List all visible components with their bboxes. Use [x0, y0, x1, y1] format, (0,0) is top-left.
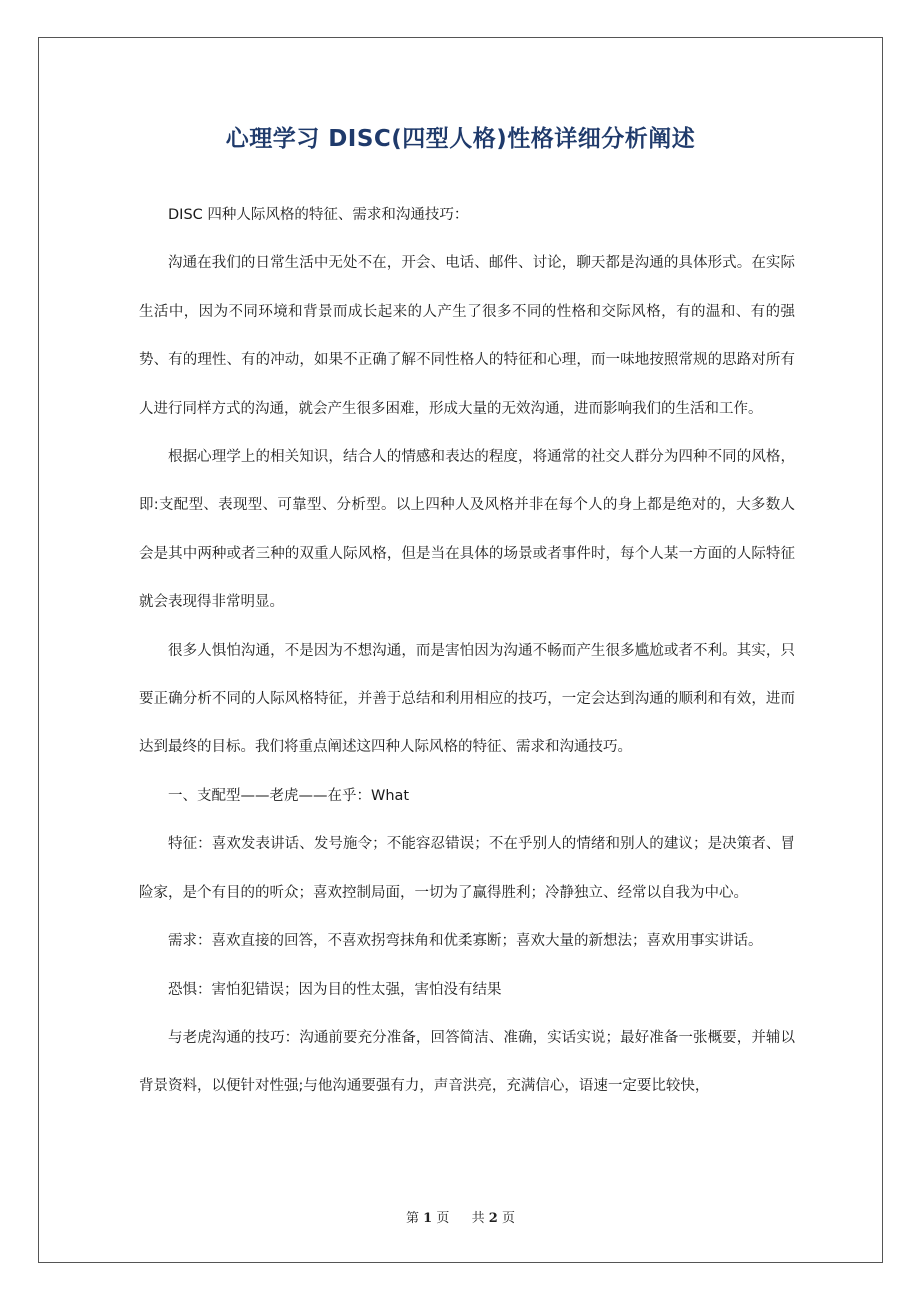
page-footer: [38, 1207, 883, 1226]
paragraph-fear-of-communication: 很多人惧怕沟通，不是因为不想沟通，而是害怕因为沟通不畅而产生很多尴尬或者不利。其实，只要正确分析不同的人际风格特征，并善于总结和利用相应的技巧，一定会达到沟通的顺利和有效，进而达到最终的目标。我们将重点阐述这四种人际风格的特征、需求和沟通技巧。: [139, 642, 795, 756]
paragraph-needs: 需求：喜欢直接的回答，不喜欢拐弯抹角和优柔寡断；喜欢大量的新想法；喜欢用事实讲话。: [168, 933, 763, 950]
paragraph-communication: 沟通在我们的日常生活中无处不在，开会、电话、邮件、讨论，聊天都是沟通的具体形式。在实际生活中，因为不同环境和背景而成长起来的人产生了很多不同的性格和交际风格，有的温和、有的强势、有的理性、有的冲动，如果不正确了解不同性格人的特征和心理，而一味地按照常规的思路对所有人进行同样方式的沟通，就会产生很多困难，形成大量的无效沟通，进而影响我们的生活和工作。: [139, 255, 795, 417]
paragraph-fears: 恐惧：害怕犯错误；因为目的性太强，害怕没有结果: [168, 981, 502, 998]
document-body: [139, 191, 795, 1111]
total-page-number: 2: [488, 1211, 498, 1226]
page-unit: 页: [436, 1211, 450, 1226]
total-unit: 页: [501, 1211, 515, 1226]
paragraph-four-styles: 根据心理学上的相关知识，结合人的情感和表达的程度，将通常的社交人群分为四种不同的风格，即:支配型、表现型、可靠型、分析型。以上四种人及风格并非在每个人的身上都是绝对的，大多数人会是其中两种或者三种的双重人际风格，但是当在具体的场景或者事件时，每个人某一方面的人际特征就会表现得非常明显。: [139, 449, 795, 611]
current-page-number: 1: [423, 1211, 433, 1226]
document-title: 心理学习 DISC(四型人格)性格详细分析阐述: [225, 126, 696, 152]
paragraph-intro: DISC 四种人际风格的特征、需求和沟通技巧：: [168, 207, 469, 223]
section-heading-dominant-type: 一、支配型——老虎——在乎：What: [168, 787, 410, 804]
paragraph-traits: 特征：喜欢发表讲话、发号施令；不能容忍错误；不在乎别人的情绪和别人的建议；是决策者、冒险家，是个有目的的听众；喜欢控制局面，一切为了赢得胜利；冷静独立、经常以自我为中心。: [139, 836, 795, 901]
total-prefix: 共: [471, 1211, 485, 1226]
paragraph-tiger-tips: 与老虎沟通的技巧：沟通前要充分准备，回答简洁、准确，实话实说；最好准备一张概要，并辅以背景资料，以便针对性强;与他沟通要强有力，声音洪亮，充满信心，语速一定要比较快，: [139, 1029, 795, 1095]
page-prefix: 第: [406, 1211, 420, 1226]
